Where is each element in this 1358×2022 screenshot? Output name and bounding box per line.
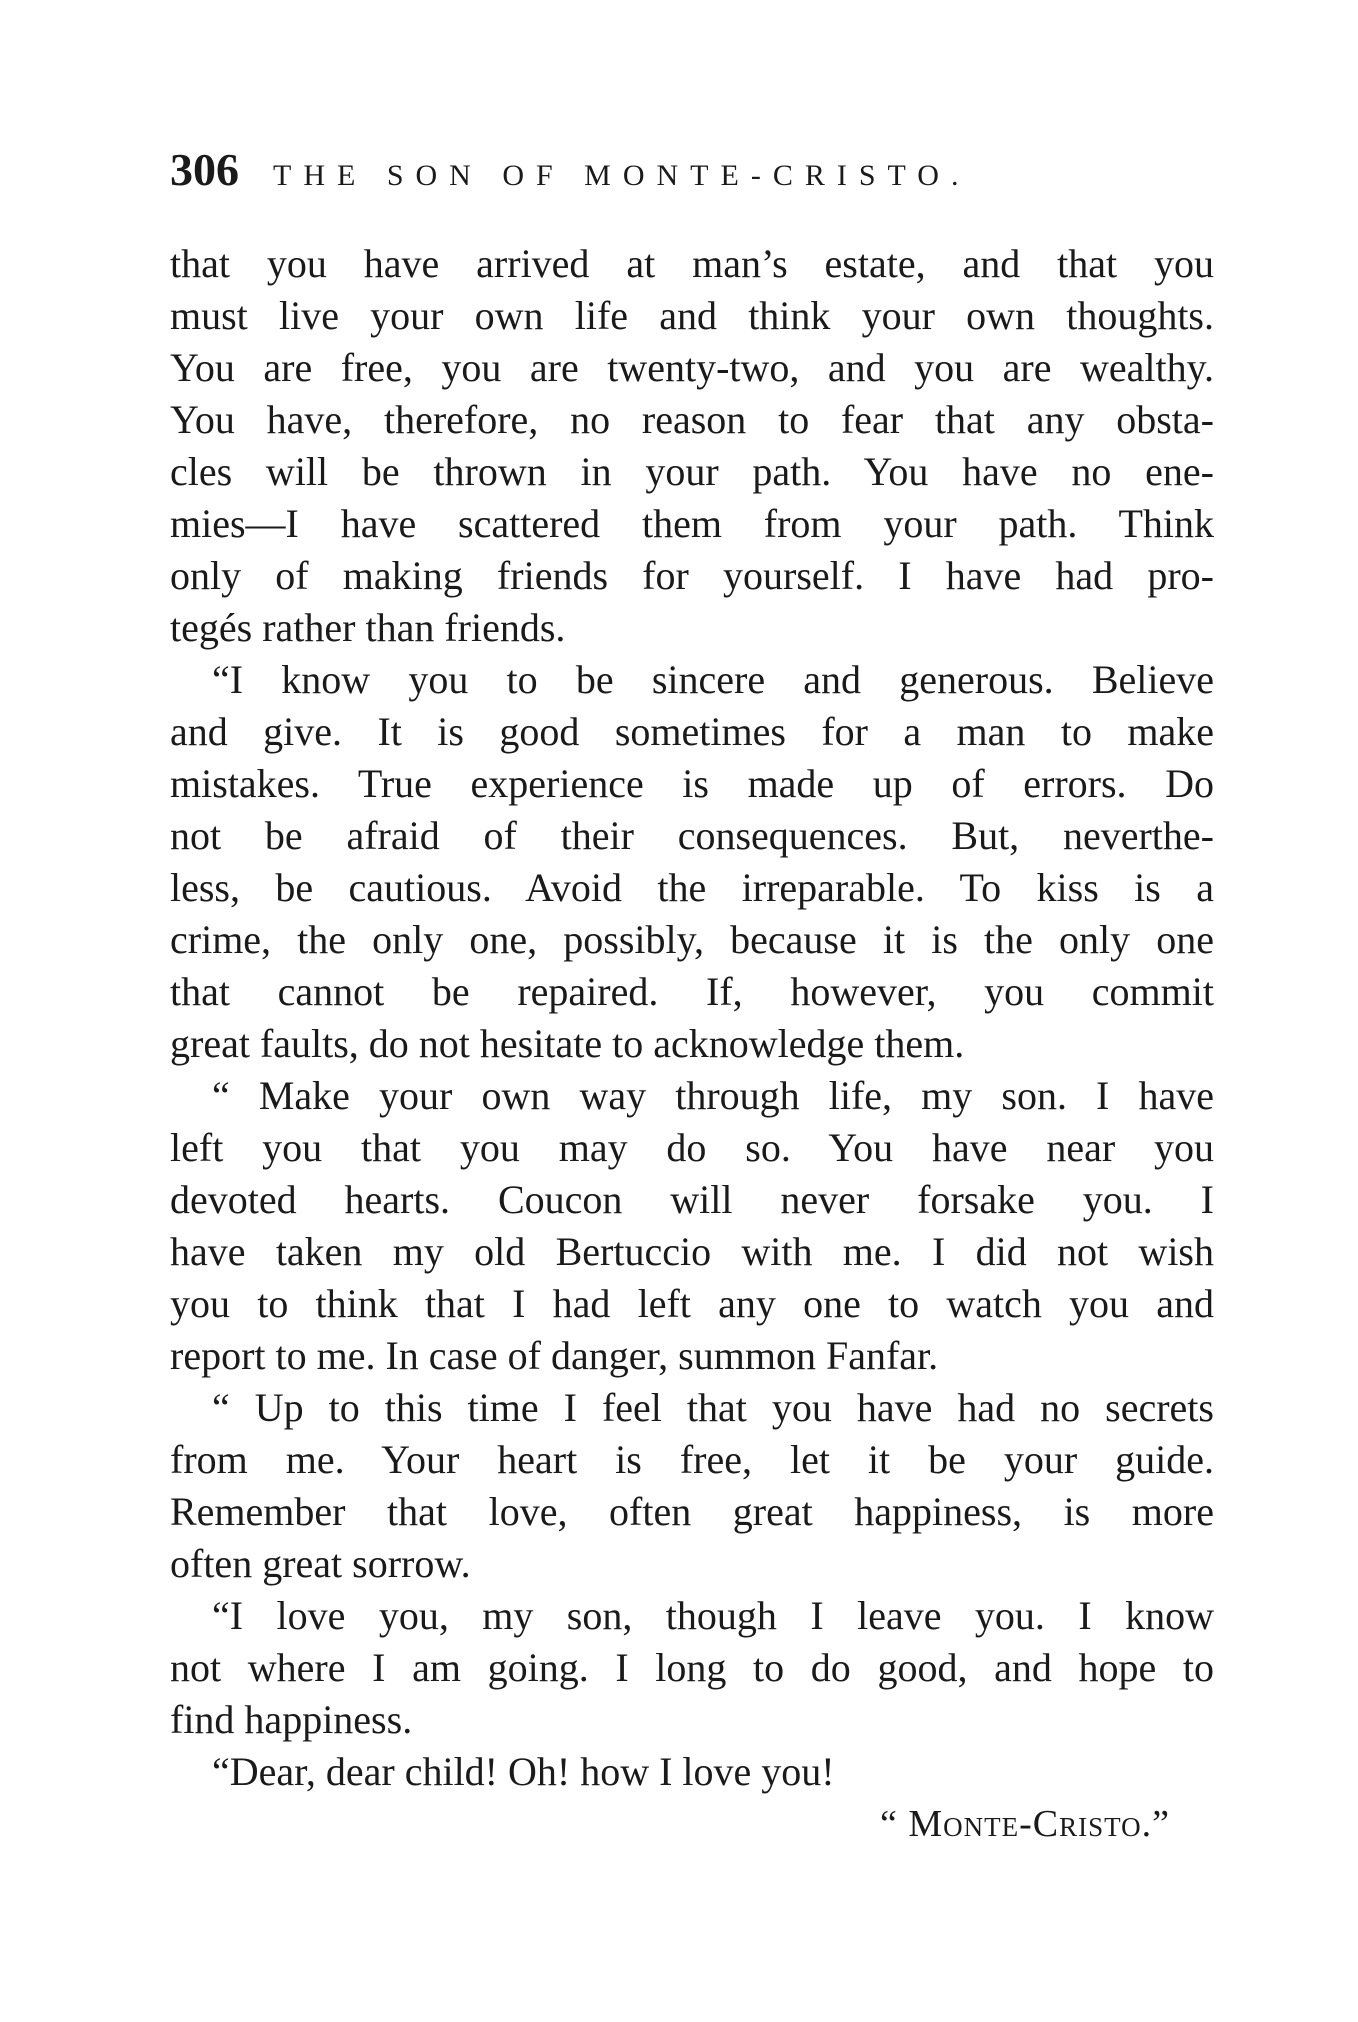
signature: “ Monte-Cristo.” [879,1803,1170,1845]
text-line: left you that you may do so. You have near you [170,1125,1214,1170]
text-line: less, be cautious. Avoid the irreparable. To kiss is a [170,865,1214,910]
text-line: devoted hearts. Coucon will never forsake you. I [170,1177,1214,1222]
text-line: tegés rather than friends. [170,605,566,650]
text-line: cles will be thrown in your path. You have no ene- [170,449,1214,494]
text-line: you to think that I had left any one to watch you and [170,1281,1214,1326]
text-line: Remember that love, often great happiness, is more [170,1489,1214,1534]
text-line: must live your own life and think your own thoughts. [170,293,1214,338]
text-line: and give. It is good sometimes for a man to make [170,709,1214,754]
body-text [170,238,1214,1850]
paragraph-first-line: “ Make your own way through life, my son. I have [212,1073,1214,1118]
text-line: only of making friends for yourself. I have had pro- [170,553,1214,598]
paragraph-first-line: “I know you to be sincere and generous. Believe [212,657,1214,702]
text-line: that you have arrived at man’s estate, and that you [170,241,1214,286]
text-line: not be afraid of their consequences. But, neverthe- [170,813,1214,858]
text-line: have taken my old Bertuccio with me. I did not wish [170,1229,1214,1274]
text-line: mistakes. True experience is made up of errors. Do [170,761,1214,806]
text-line: mies—I have scattered them from your path. Think [170,501,1214,546]
paragraph-first-line: “ Up to this time I feel that you have had no secrets [212,1385,1214,1430]
text-line: You have, therefore, no reason to fear that any obsta- [170,397,1214,442]
text-line: find happiness. [170,1697,413,1742]
book-title: THE SON OF MONTE-CRISTO. [273,159,971,192]
text-line: from me. Your heart is free, let it be your guide. [170,1437,1214,1482]
text-line: crime, the only one, possibly, because it is the only one [170,917,1214,962]
text-line: great faults, do not hesitate to acknowledge them. [170,1021,965,1066]
text-line: that cannot be repaired. If, however, you commit [170,969,1214,1014]
text-line: not where I am going. I long to do good, and hope to [170,1645,1214,1690]
text-line: You are free, you are twenty-two, and you are wealthy. [170,345,1214,390]
running-head [170,140,1210,211]
paragraph-first-line: “Dear, dear child! Oh! how I love you! [212,1749,835,1794]
text-line: report to me. In case of danger, summon Fanfar. [170,1333,939,1378]
paragraph-first-line: “I love you, my son, though I leave you. I know [212,1593,1214,1638]
page-number: 306 [170,144,239,195]
text-line: often great sorrow. [170,1541,471,1586]
